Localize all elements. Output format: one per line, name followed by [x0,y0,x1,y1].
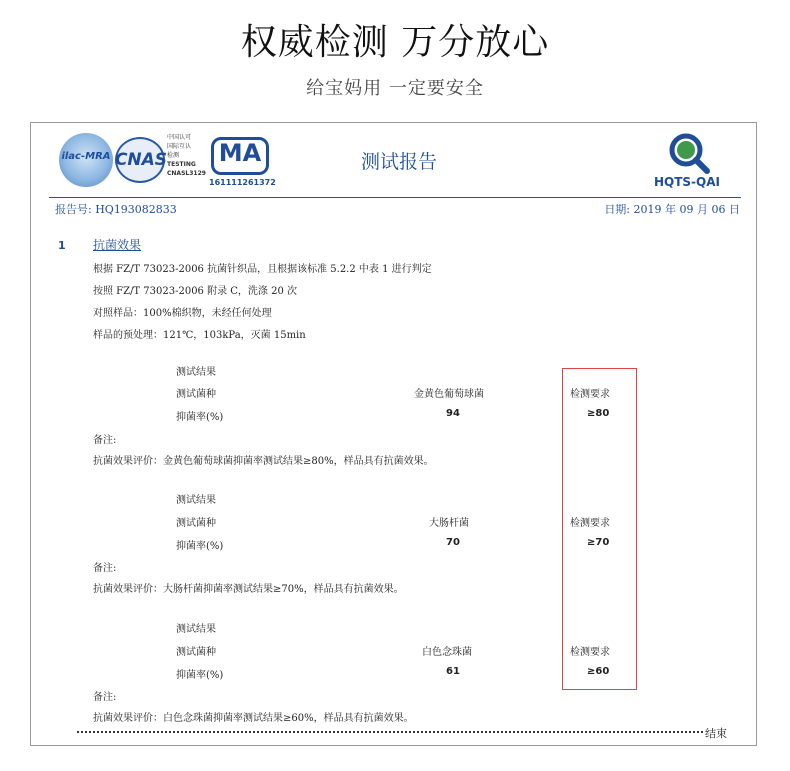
section-line: 根据 FZ/T 73023-2006 抗菌针织品，且根据该标准 5.2.2 中表 1 进行判定 [93,264,432,275]
cnas-line-2: 国际互认 [167,143,192,150]
end-label: 结束 [705,727,727,740]
hqts-logo-text: HQTS-QAI [653,175,720,189]
ilac-mra-logo-text: ilac-MRA [61,151,111,162]
note-label: 备注: [93,563,117,574]
result-label: 测试结果 [176,495,216,506]
rate-label: 抑菌率(%) [176,670,224,681]
cnas-line-3: 检测 [167,152,180,159]
cnas-line-5: CNASL3129 [167,170,206,177]
test-report [30,122,757,746]
cma-logo-text: MA [218,139,262,167]
section-line: 按照 FZ/T 73023-2006 附录 C，洗涤 20 次 [93,286,298,297]
requirement-value: ≥80 [587,408,610,419]
strain-label: 测试菌种 [176,518,216,529]
report-title: 测试报告 [361,151,438,173]
cnas-line-1: 中国认可 [167,134,192,141]
report-date: 日期: 2019 年 09 月 06 日 [604,203,740,216]
end-dotted-line [77,731,703,733]
requirement-value: ≥60 [587,666,610,677]
rate-label: 抑菌率(%) [176,412,224,423]
cnas-line-4: TESTING [167,161,196,168]
result-label: 测试结果 [176,367,216,378]
note-label: 备注: [93,435,117,446]
result-label: 测试结果 [176,624,216,635]
hqts-magnifier-icon [667,131,711,175]
header-divider [49,197,741,198]
requirement-highlight-box [562,368,637,690]
rate-value: 61 [446,666,460,677]
requirement-label: 检测要求 [570,647,610,658]
strain-value: 白色念珠菌 [422,647,472,658]
strain-label: 测试菌种 [176,389,216,400]
evaluation-text: 抗菌效果评价：大肠杆菌抑菌率测试结果≥70%，样品具有抗菌效果。 [93,584,404,595]
strain-value: 大肠杆菌 [429,518,469,529]
page-subtitle: 给宝妈用 一定要安全 [306,78,484,99]
report-number: 报告号: HQ193082833 [55,203,177,216]
evaluation-text: 抗菌效果评价：白色念珠菌抑菌率测试结果≥60%，样品具有抗菌效果。 [93,713,414,724]
requirement-label: 检测要求 [570,518,610,529]
strain-label: 测试菌种 [176,647,216,658]
section-number: 1 [58,239,66,252]
strain-value: 金黄色葡萄球菌 [414,389,484,400]
section-title: 抗菌效果 [93,238,142,252]
cma-number: 161111261372 [209,178,276,187]
section-line: 对照样品：100%棉织物，未经任何处理 [93,308,272,319]
cnas-logo-text: CNAS [114,150,168,170]
note-label: 备注: [93,692,117,703]
requirement-label: 检测要求 [570,389,610,400]
requirement-value: ≥70 [587,537,610,548]
rate-label: 抑菌率(%) [176,541,224,552]
page-title: 权威检测 万分放心 [240,22,550,63]
rate-value: 70 [446,537,460,548]
evaluation-text: 抗菌效果评价：金黄色葡萄球菌抑菌率测试结果≥80%，样品具有抗菌效果。 [93,456,434,467]
rate-value: 94 [446,408,460,419]
section-line: 样品的预处理：121℃，103kPa，灭菌 15min [93,330,306,341]
